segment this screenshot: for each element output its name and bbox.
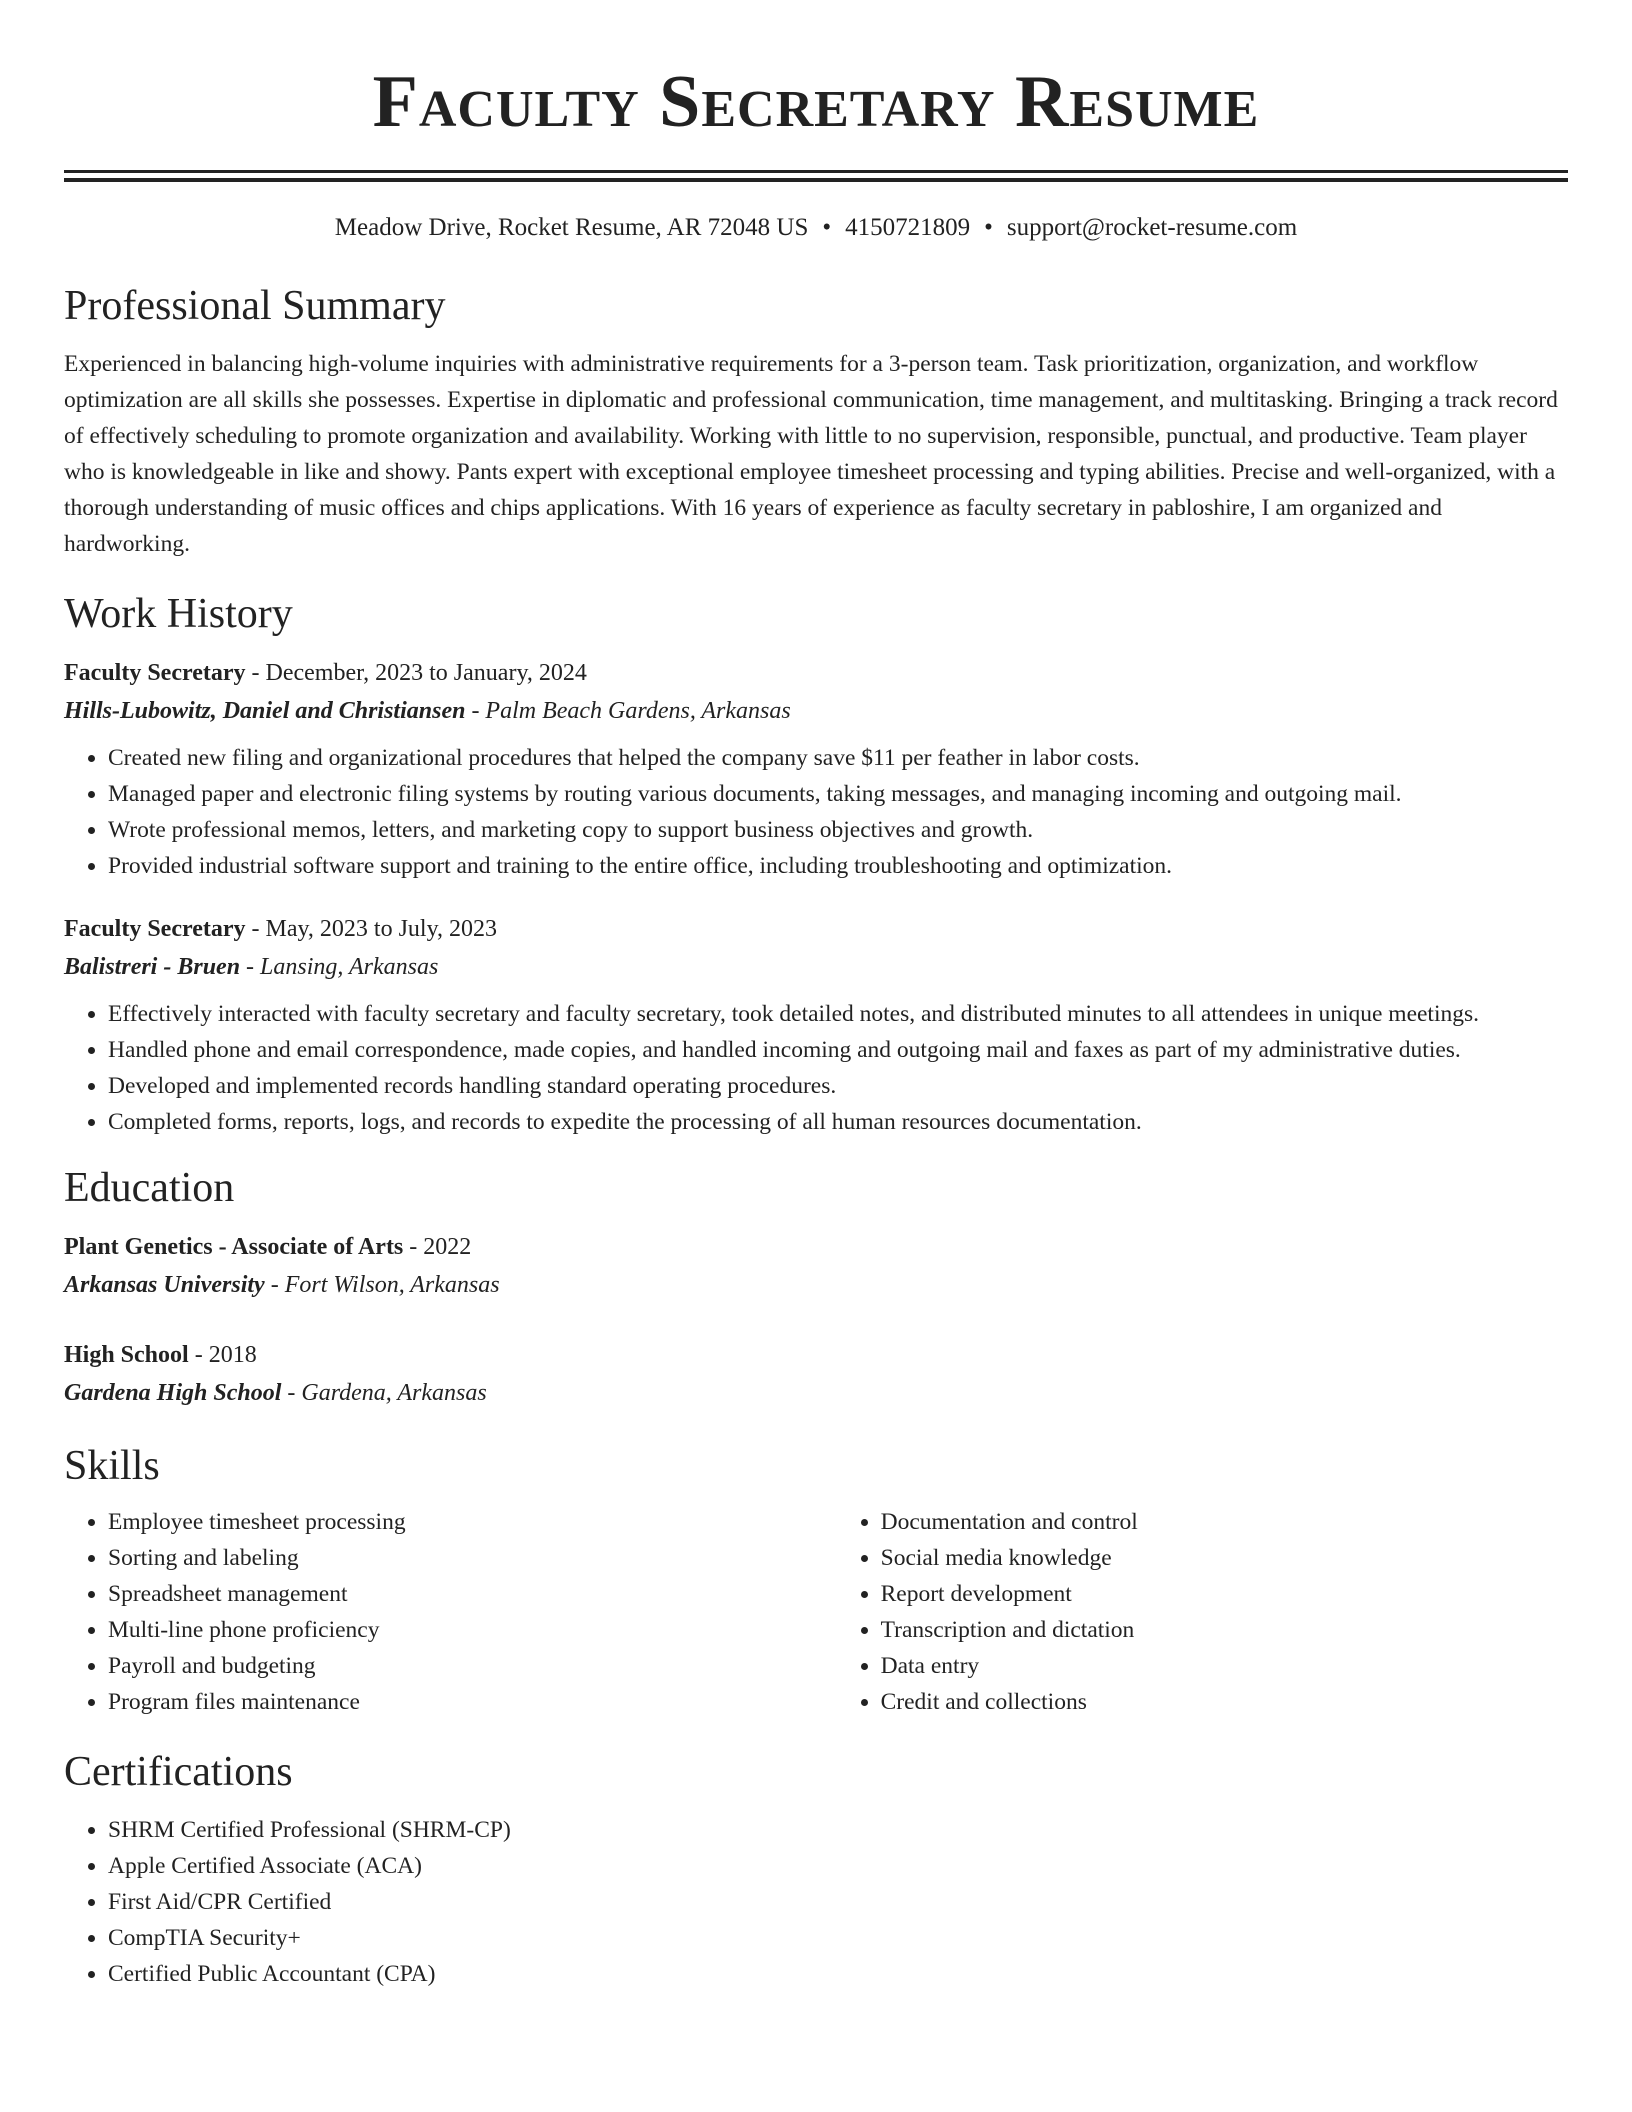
job-bullet: • Wrote professional memos, letters, and marketing copy to support business objectives and growth. (108, 812, 1568, 848)
skill-item: • Data entry (881, 1648, 1568, 1684)
contact-email: support@rocket-resume.com (1006, 214, 1298, 241)
job-bullet: • Completed forms, reports, logs, and records to expedite the processing of all human resources documentation. (108, 1104, 1568, 1140)
education-heading (64, 1228, 1568, 1266)
job-employer (64, 948, 1568, 986)
resume-title: Faculty Secretary Resume (372, 61, 1260, 143)
job-bullets (64, 740, 1568, 884)
title-divider (64, 170, 1568, 182)
contact-phone: 4150721809 (845, 214, 971, 241)
skills-list-right (837, 1504, 1568, 1720)
skill-item: • Credit and collections (881, 1684, 1568, 1720)
section-heading-work: Work History (64, 591, 293, 637)
certification-item: • SHRM Certified Professional (SHRM-CP) (108, 1812, 1568, 1848)
job-dates: - May, 2023 to July, 2023 (245, 916, 498, 942)
job-company: Hills-Lubowitz, Daniel and Christiansen (64, 698, 466, 724)
education-entry (64, 1228, 1568, 1304)
job-title: Faculty Secretary (64, 916, 246, 942)
contact-separator: • (822, 214, 832, 241)
education-entry (64, 1336, 1568, 1412)
skills-columns (64, 1504, 1568, 1720)
skill-item: • Sorting and labeling (108, 1540, 837, 1576)
education-institution (64, 1266, 1568, 1304)
job-employer (64, 692, 1568, 730)
section-heading-education: Education (64, 1165, 235, 1211)
job-bullets (64, 996, 1568, 1140)
job-company: Balistreri - Bruen (64, 954, 241, 980)
education-school: Arkansas University (64, 1272, 265, 1298)
education-year: - 2018 (188, 1342, 257, 1368)
certification-item: • First Aid/CPR Certified (108, 1884, 1568, 1920)
education-heading (64, 1336, 1568, 1374)
skill-item: • Multi-line phone proficiency (108, 1612, 837, 1648)
certification-item: • Apple Certified Associate (ACA) (108, 1848, 1568, 1884)
job-bullet: • Created new filing and organizational procedures that helped the company save $11 per feather in labor costs. (108, 740, 1568, 776)
education-location: - Gardena, Arkansas (281, 1380, 487, 1406)
skill-item: • Documentation and control (881, 1504, 1568, 1540)
education-school: Gardena High School (64, 1380, 282, 1406)
education-degree: High School (64, 1342, 189, 1368)
certifications-list (64, 1812, 1568, 1992)
job-bullet: • Managed paper and electronic filing systems by routing various documents, taking messages, and managing incoming and outgoing mail. (108, 776, 1568, 812)
job-bullet: • Developed and implemented records handling standard operating procedures. (108, 1068, 1568, 1104)
section-heading-skills: Skills (64, 1443, 160, 1489)
section-heading-certifications: Certifications (64, 1749, 293, 1795)
job-heading (64, 910, 1568, 948)
contact-separator: • (984, 214, 993, 241)
skill-item: • Spreadsheet management (108, 1576, 837, 1612)
skill-item: • Report development (881, 1576, 1568, 1612)
education-year: - 2022 (403, 1234, 472, 1260)
section-heading-summary: Professional Summary (64, 283, 446, 329)
contact-line (64, 212, 1568, 244)
job-heading (64, 654, 1568, 692)
summary-text: Experienced in balancing high-volume inquiries with administrative requirements for a 3-person team. Task prioritization, organization, and workflow optimization are all skills she possesses. Expertise in diplomatic and professional communication, time management, and multitasking. Bringing a track record of effectively scheduling to promote organization and availability. Working with little to no supervision, responsible, punctual, and productive. Team player who is knowledgeable in like and showy. Pants expert with exceptional employee timesheet processing and typing abilities. Precise and well-organized, with a thorough understanding of music offices and chips applications. With 16 years of experience as faculty secretary in pabloshire, I am organized and hardworking. (64, 351, 1558, 557)
skill-item: • Payroll and budgeting (108, 1648, 837, 1684)
job-title: Faculty Secretary (64, 660, 246, 686)
job-location: - Lansing, Arkansas (240, 954, 439, 980)
skill-item: • Program files maintenance (108, 1684, 837, 1720)
job-bullet: • Provided industrial software support and training to the entire office, including troubleshooting and optimization. (108, 848, 1568, 884)
job-entry (64, 654, 1568, 884)
education-location: - Fort Wilson, Arkansas (264, 1272, 500, 1298)
job-dates: - December, 2023 to January, 2024 (245, 660, 587, 686)
job-location: - Palm Beach Gardens, Arkansas (465, 698, 791, 724)
certification-item: • Certified Public Accountant (CPA) (108, 1956, 1568, 1992)
skill-item: • Social media knowledge (881, 1540, 1568, 1576)
job-bullet: • Handled phone and email correspondence, made copies, and handled incoming and outgoing mail and faxes as part of my administrative duties. (108, 1032, 1568, 1068)
certification-item: • CompTIA Security+ (108, 1920, 1568, 1956)
contact-address: Meadow Drive, Rocket Resume, AR 72048 US (334, 214, 809, 241)
education-institution (64, 1374, 1568, 1412)
job-entry (64, 910, 1568, 1140)
skill-item: • Employee timesheet processing (108, 1504, 837, 1540)
job-bullet: • Effectively interacted with faculty secretary and faculty secretary, took detailed notes, and distributed minutes to all attendees in unique meetings. (108, 996, 1568, 1032)
skills-list-left (64, 1504, 837, 1720)
skill-item: • Transcription and dictation (881, 1612, 1568, 1648)
education-degree: Plant Genetics - Associate of Arts (64, 1234, 404, 1260)
